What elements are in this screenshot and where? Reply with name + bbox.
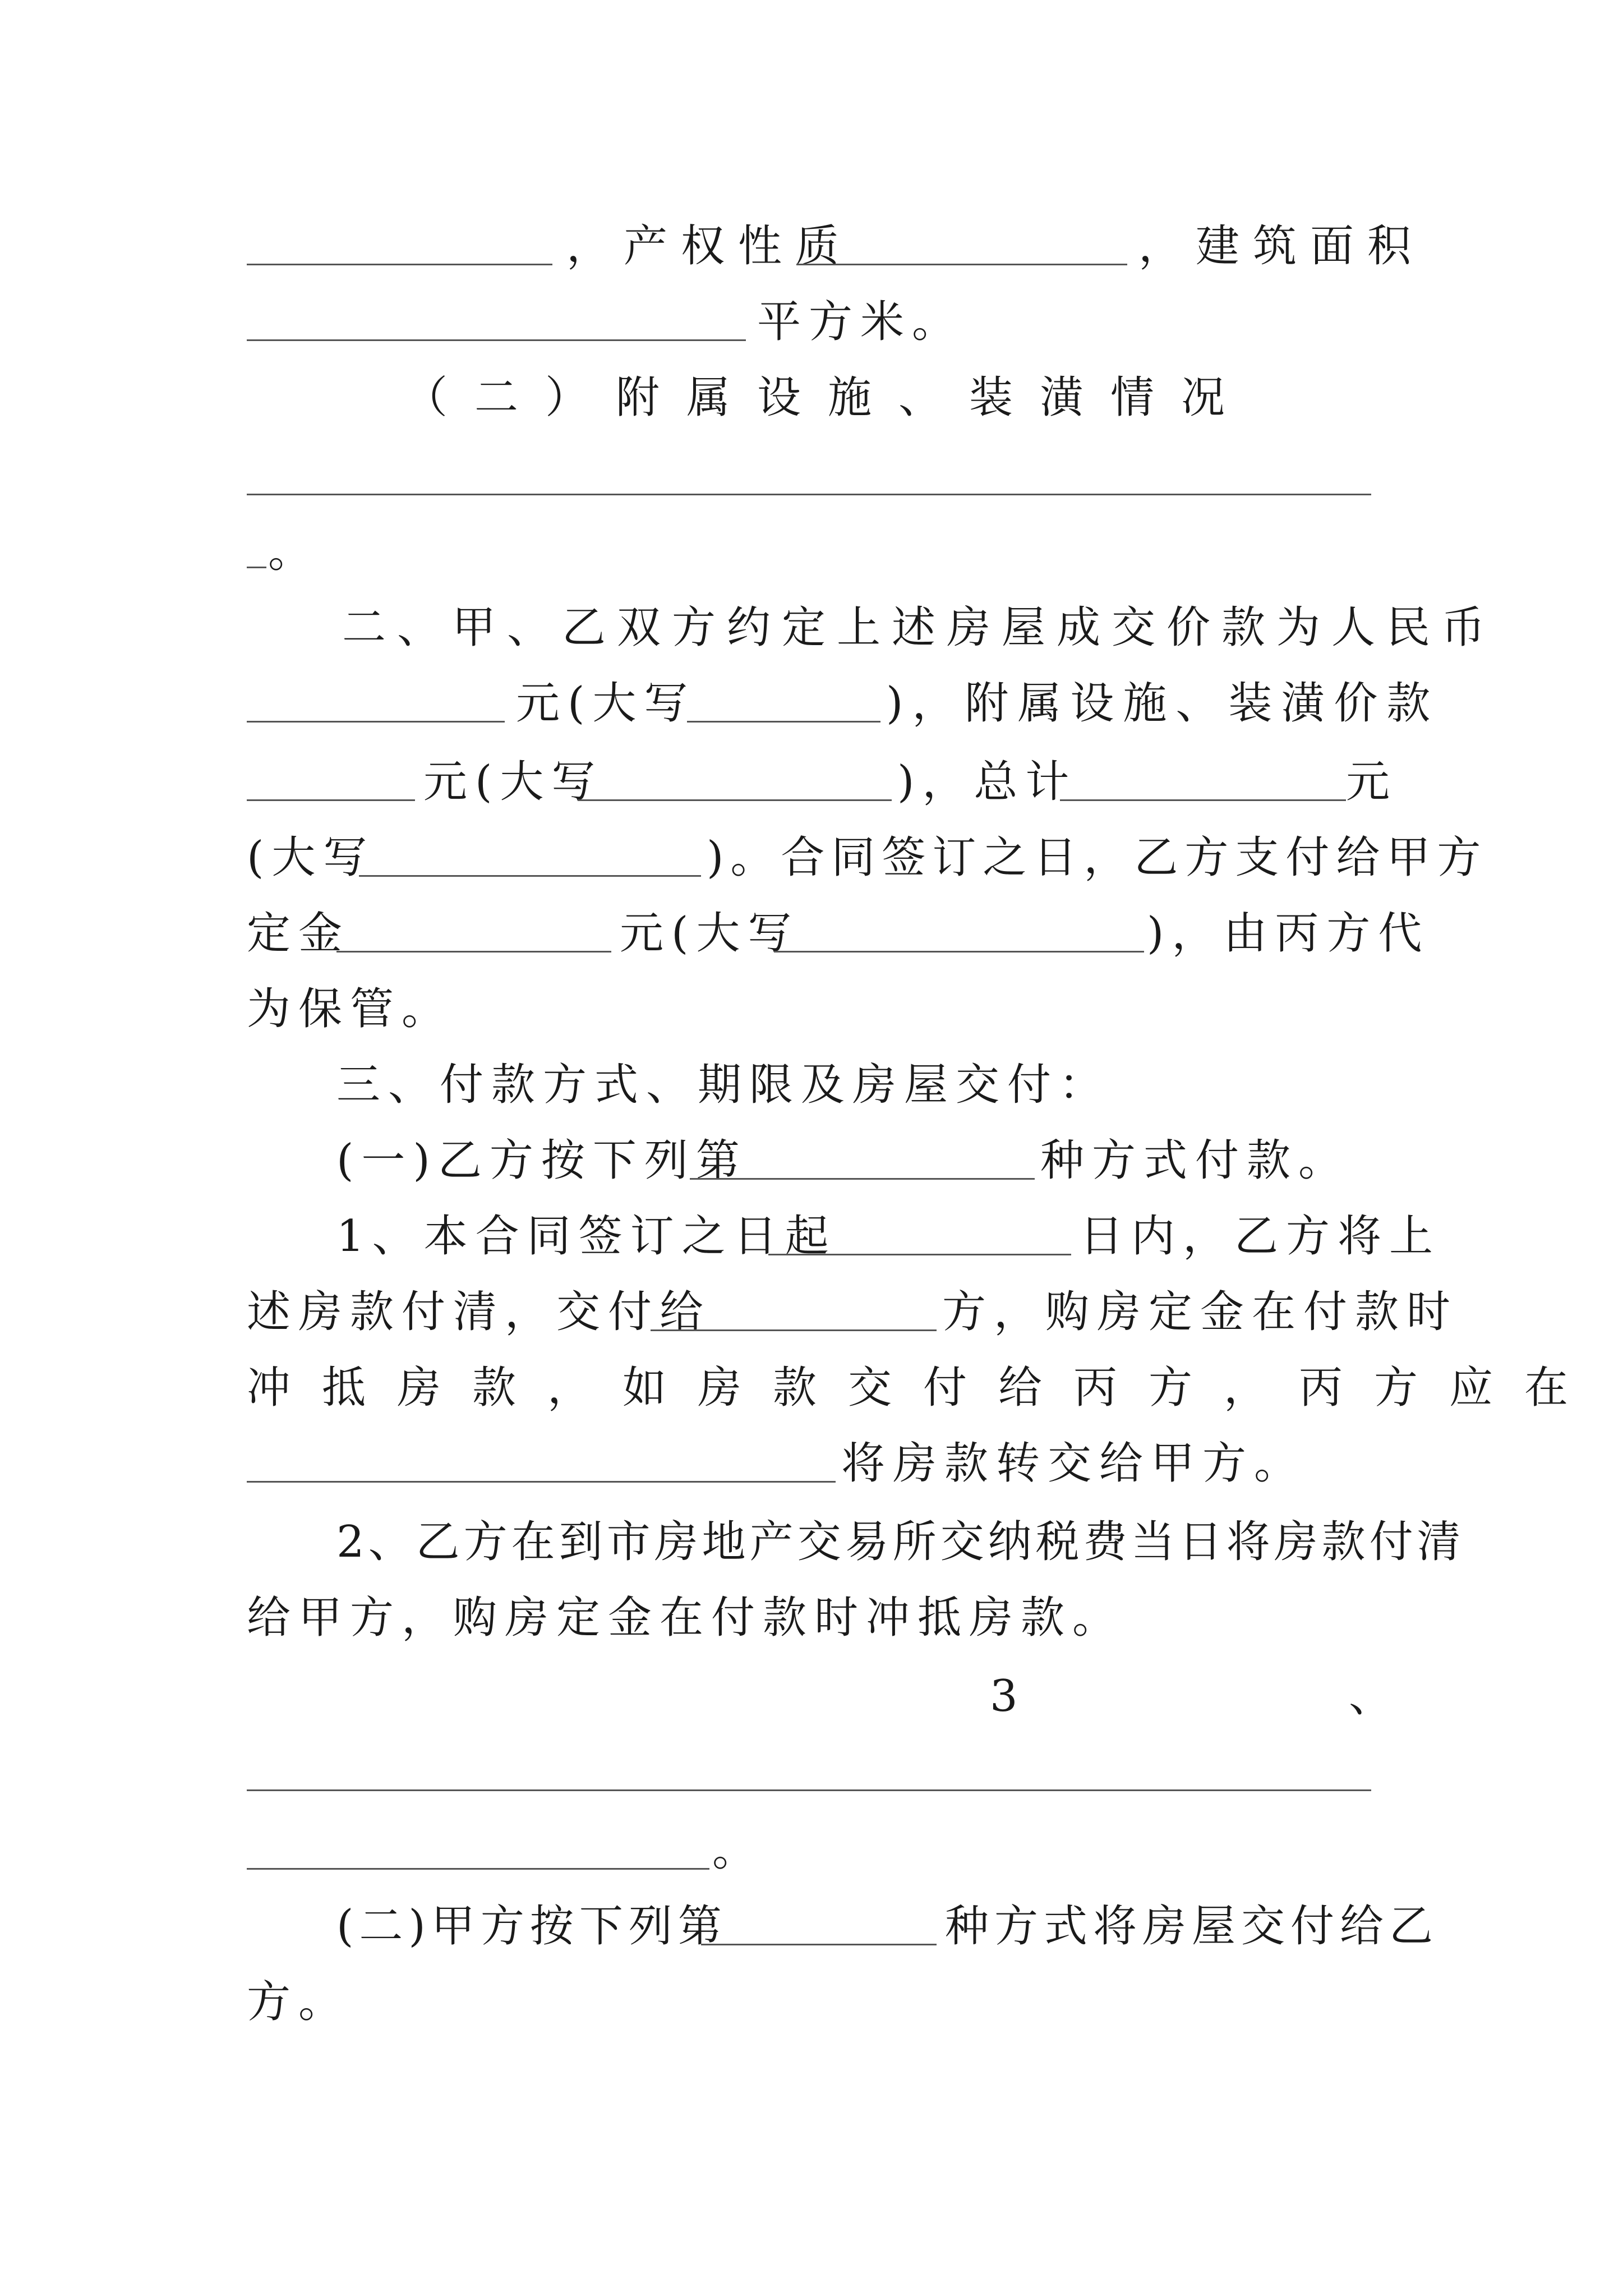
text-segment: 述房款付清，交付给 [247,1287,712,1337]
text-segment: 日内，乙方将上 [1080,1211,1441,1262]
paragraph-text: 为保管。 [247,984,454,1034]
text-segment: ，建筑面积 [1138,221,1425,272]
blank-underline[interactable] [247,264,552,265]
blank-underline[interactable] [578,799,892,801]
text-segment: 元(大写 [516,678,696,729]
text-segment: 平方米。 [757,297,964,347]
blank-underline[interactable] [247,567,266,568]
paragraph-text: 冲抵房款，如房款交付给丙方，丙方应在 [247,1363,1600,1413]
text-segment: 种方式付款。 [1040,1135,1350,1186]
blank-underline[interactable] [247,1868,709,1870]
text-segment: 元(大写 [620,908,800,959]
blank-underline[interactable] [247,721,505,723]
blank-underline[interactable] [247,1789,1371,1791]
text-segment: 定金 [247,908,351,959]
blank-underline[interactable] [796,264,1127,265]
text-segment: 方，购房定金在付款时 [942,1287,1459,1337]
text-segment: 种方式将房屋交付给乙 [945,1901,1439,1952]
text-segment: )，由丙方代 [1147,908,1430,959]
blank-underline[interactable] [247,799,415,801]
text-segment: (大写 [247,832,375,883]
text-segment: ，产权性质 [566,221,853,272]
text-segment: (一)乙方按下列第 [336,1135,748,1186]
text-segment: )，附属设施、装潢价款 [886,678,1440,729]
section-heading: 三、付款方式、期限及房屋交付： [336,1060,1111,1110]
text-segment: 将房款转交给甲方。 [841,1438,1306,1489]
blank-underline[interactable] [774,951,1144,953]
blank-underline[interactable] [768,1254,1071,1255]
text-segment: )，总计 [897,757,1077,807]
text-segment: 元(大写 [423,757,603,807]
blank-underline[interactable] [336,951,611,953]
text-segment: 。 [712,1825,764,1876]
paragraph-text: 方。 [247,1977,351,2027]
paragraph-text: 给甲方，购房定金在付款时冲抵房款。 [247,1593,1124,1643]
text-segment: 3 [990,1671,1026,1722]
paragraph-text: 2、乙方在到市房地产交易所交纳税费当日将房款付清 [336,1517,1465,1567]
text-segment: 。 [268,527,320,577]
text-segment: 元 [1346,757,1398,807]
blank-underline[interactable] [687,721,880,723]
text-segment: (二)甲方按下列第 [336,1901,727,1952]
text-segment: 、 [1349,1671,1401,1722]
blank-underline[interactable] [651,1329,937,1331]
blank-underline[interactable] [247,494,1371,495]
text-segment: )。合同签订之日，乙方支付给甲方 [707,832,1488,883]
blank-underline[interactable] [690,1178,1035,1180]
blank-underline[interactable] [247,339,746,341]
text-segment: 1、本合同签订之日起 [336,1211,837,1262]
blank-underline[interactable] [1060,799,1346,801]
paragraph-text: 二、甲、乙双方约定上述房屋成交价款为人民币 [342,602,1497,653]
blank-underline[interactable] [247,1481,836,1483]
section-heading: （二）附属设施、装潢情况 [404,372,1252,423]
blank-underline[interactable] [701,1944,937,1945]
blank-underline[interactable] [359,875,701,877]
